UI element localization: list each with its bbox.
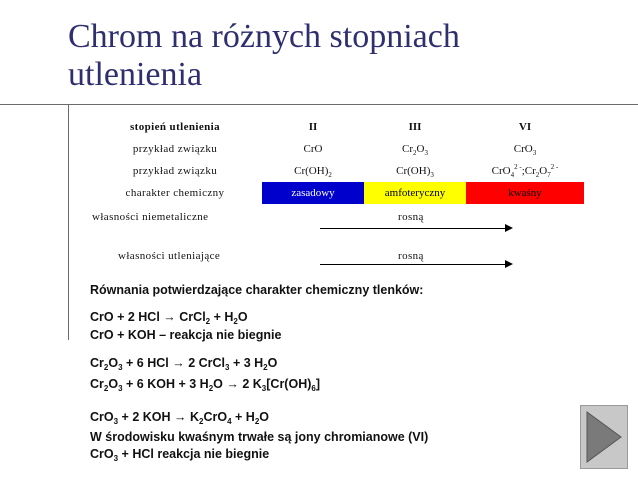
header-cell: III xyxy=(408,121,422,133)
table-cell: $Cr(OH)_2$ xyxy=(294,165,332,179)
trend-label: rosną xyxy=(398,250,424,262)
equation-line: $Cr_2O_3 + 6$ KOH + 3 $H_2O \to 2$ $K_3[Cr(OH)_6]$ xyxy=(90,377,321,393)
trend-arrow-line xyxy=(320,228,506,229)
row-label: przykład związku xyxy=(132,165,218,177)
amphoteric-cell: amfoteryczny xyxy=(364,182,466,204)
property-label: własności niemetaliczne xyxy=(92,211,209,223)
table-cell: CrO$_3$ xyxy=(513,143,537,157)
horizontal-divider xyxy=(0,104,638,105)
equation-line: CrO$_3$ + HCl reakcja nie biegnie xyxy=(90,447,270,463)
table-cell: $Cr(OH)_3$ xyxy=(396,165,434,179)
equation-line: CrO + 2 HCl → CrCl$_2$ + $H_2O$ xyxy=(90,310,248,326)
arrow-right-icon xyxy=(505,224,513,232)
next-slide-button[interactable] xyxy=(580,405,628,469)
equation-line: CrO$_3$ + 2 KOH → $K_2CrO_4 + H_2O$ xyxy=(90,410,269,426)
equation-line: W środowisku kwaśnym trwałe są jony chromianowe (VI) xyxy=(90,430,429,444)
equation-line: CrO + KOH – reakcja nie biegnie xyxy=(90,328,282,342)
slide-title: Chrom na różnych stopniach utlenienia xyxy=(68,18,460,93)
arrow-right-icon xyxy=(505,260,513,268)
table-row xyxy=(88,182,584,204)
trend-arrow-line xyxy=(320,264,506,265)
trend-label: rosną xyxy=(398,211,424,223)
header-cell: VI xyxy=(518,121,532,133)
oxidation-states-table xyxy=(88,116,584,204)
next-slide-icon xyxy=(581,406,627,468)
table-row xyxy=(88,138,584,160)
row-label: charakter chemiczny xyxy=(125,187,225,199)
row-label: przykład związku xyxy=(132,143,218,155)
equation-line: $Cr_2O_3 + 6$ HCl → 2 CrCl$_3$ + 3 $H_2O$ xyxy=(90,356,278,372)
table-cell: CrO xyxy=(303,143,323,155)
basic-cell: zasadowy xyxy=(262,182,364,204)
table-cell: $CrO_4^{2 -};Cr_2O_7^{2 -}$ xyxy=(491,163,559,179)
header-cell: II xyxy=(308,121,318,133)
table-row xyxy=(88,160,584,182)
vertical-divider xyxy=(68,104,69,340)
table-row xyxy=(88,116,584,138)
row-label: stopień utlenienia xyxy=(129,121,221,133)
property-label: własności utleniające xyxy=(118,250,221,262)
acidic-cell: kwaśny xyxy=(466,182,584,204)
table-cell: $Cr_2O_3$ xyxy=(402,143,428,157)
equations-heading: Równania potwierdzające charakter chemiczny tlenków: xyxy=(90,283,424,297)
